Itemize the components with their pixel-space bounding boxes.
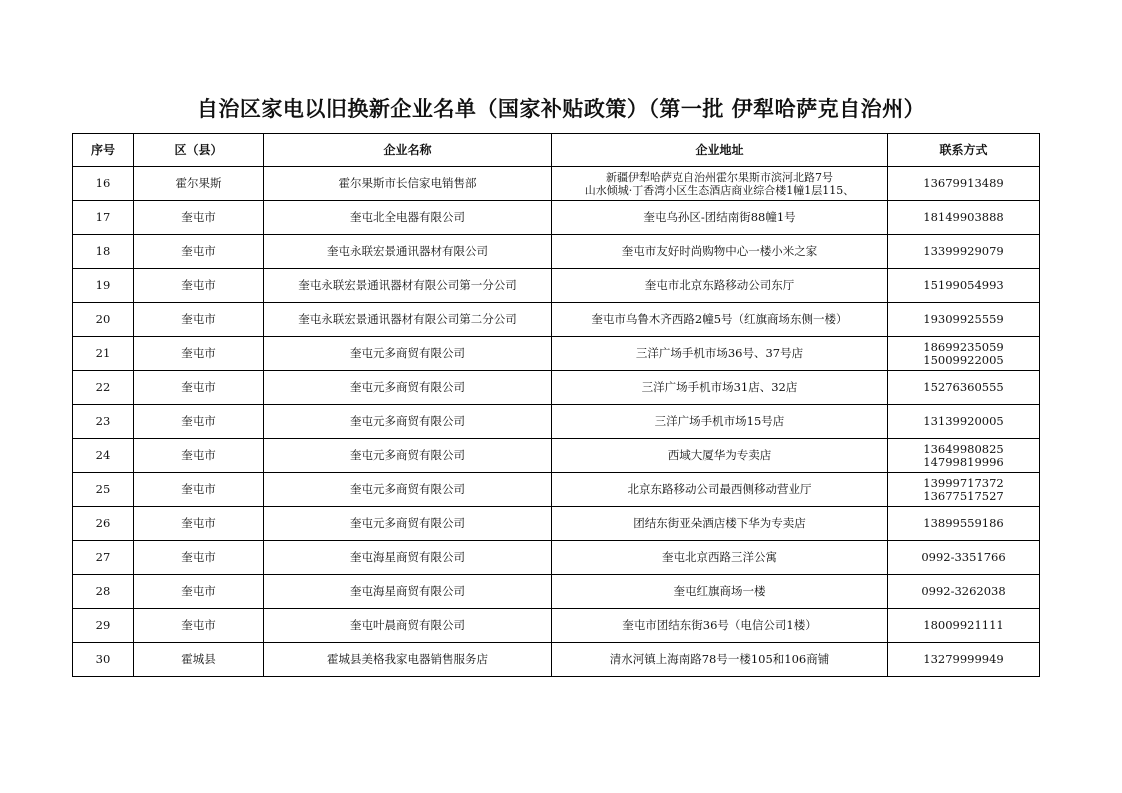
cell-company-name: 奎屯元多商贸有限公司 — [264, 439, 552, 473]
cell-district: 奎屯市 — [134, 303, 264, 337]
address-line: 奎屯市友好时尚购物中心一楼小米之家 — [621, 244, 818, 258]
cell-contact — [888, 575, 1040, 609]
address-line: 山水倾城·丁香湾小区生态酒店商业综合楼1幢1层115、 — [584, 183, 855, 197]
contact-line: 0992-3262038 — [921, 584, 1006, 598]
table-header-row — [73, 134, 1040, 167]
cell-company-name: 奎屯北全电器有限公司 — [264, 201, 552, 235]
address-line: 三洋广场手机市场15号店 — [654, 414, 785, 428]
address-line: 奎屯市团结东街36号（电信公司1楼） — [622, 618, 817, 632]
cell-district: 奎屯市 — [134, 405, 264, 439]
cell-company-address — [552, 507, 888, 541]
contact-line: 13139920005 — [923, 414, 1004, 428]
cell-no: 27 — [73, 541, 134, 575]
cell-contact — [888, 473, 1040, 507]
header-company-name: 企业名称 — [264, 134, 552, 167]
table-row — [73, 235, 1040, 269]
cell-company-address — [552, 473, 888, 507]
cell-contact — [888, 439, 1040, 473]
cell-company-address — [552, 269, 888, 303]
contact-line: 13399929079 — [923, 244, 1004, 258]
contact-line: 15276360555 — [923, 380, 1004, 394]
cell-no: 25 — [73, 473, 134, 507]
contact-line: 15009922005 — [923, 352, 1004, 367]
contact-line: 18149903888 — [923, 210, 1004, 224]
address-line: 三洋广场手机市场31店、32店 — [641, 380, 798, 394]
cell-contact — [888, 337, 1040, 371]
cell-company-name: 奎屯元多商贸有限公司 — [264, 507, 552, 541]
header-district: 区（县） — [134, 134, 264, 167]
cell-district: 奎屯市 — [134, 269, 264, 303]
cell-district: 奎屯市 — [134, 575, 264, 609]
cell-company-name: 霍城县美格我家电器销售服务店 — [264, 643, 552, 677]
table-row — [73, 303, 1040, 337]
table-row — [73, 507, 1040, 541]
cell-no: 30 — [73, 643, 134, 677]
cell-company-address — [552, 575, 888, 609]
cell-contact — [888, 201, 1040, 235]
table-row — [73, 575, 1040, 609]
cell-company-address — [552, 167, 888, 201]
contact-line: 18699235059 — [923, 339, 1004, 354]
cell-company-name: 奎屯元多商贸有限公司 — [264, 473, 552, 507]
cell-company-name: 奎屯元多商贸有限公司 — [264, 371, 552, 405]
cell-no: 21 — [73, 337, 134, 371]
address-line: 新疆伊犁哈萨克自治州霍尔果斯市滨河北路7号 — [606, 170, 833, 184]
cell-company-address — [552, 643, 888, 677]
cell-district: 霍城县 — [134, 643, 264, 677]
cell-contact — [888, 167, 1040, 201]
cell-no: 28 — [73, 575, 134, 609]
cell-contact — [888, 609, 1040, 643]
cell-company-name: 霍尔果斯市长信家电销售部 — [264, 167, 552, 201]
contact-line: 19309925559 — [923, 312, 1004, 326]
cell-company-name: 奎屯元多商贸有限公司 — [264, 337, 552, 371]
cell-district: 奎屯市 — [134, 541, 264, 575]
cell-no: 26 — [73, 507, 134, 541]
table-row — [73, 643, 1040, 677]
cell-company-address — [552, 371, 888, 405]
header-contact: 联系方式 — [888, 134, 1040, 167]
cell-district: 奎屯市 — [134, 439, 264, 473]
address-line: 团结东街亚朵酒店楼下华为专卖店 — [633, 516, 806, 530]
cell-district: 奎屯市 — [134, 507, 264, 541]
cell-contact — [888, 405, 1040, 439]
address-line: 三洋广场手机市场36号、37号店 — [635, 346, 804, 360]
header-company-address: 企业地址 — [552, 134, 888, 167]
cell-company-address — [552, 303, 888, 337]
address-line: 西域大厦华为专卖店 — [667, 448, 772, 462]
address-line: 清水河镇上海南路78号一楼105和106商铺 — [609, 652, 830, 666]
cell-contact — [888, 303, 1040, 337]
table-row — [73, 405, 1040, 439]
table-row — [73, 167, 1040, 201]
table-row — [73, 439, 1040, 473]
cell-contact — [888, 371, 1040, 405]
cell-company-address — [552, 609, 888, 643]
cell-company-address — [552, 235, 888, 269]
contact-line: 13677517527 — [923, 488, 1004, 503]
cell-no: 20 — [73, 303, 134, 337]
cell-district: 奎屯市 — [134, 609, 264, 643]
contact-line: 0992-3351766 — [921, 550, 1006, 564]
header-no: 序号 — [73, 134, 134, 167]
cell-contact — [888, 235, 1040, 269]
table-row — [73, 269, 1040, 303]
cell-no: 17 — [73, 201, 134, 235]
contact-line: 13999717372 — [923, 475, 1004, 490]
cell-district: 奎屯市 — [134, 201, 264, 235]
cell-district: 奎屯市 — [134, 337, 264, 371]
address-line: 奎屯市乌鲁木齐西路2幢5号（红旗商场东侧一楼） — [591, 312, 848, 326]
cell-district: 奎屯市 — [134, 235, 264, 269]
table-row — [73, 609, 1040, 643]
cell-contact — [888, 269, 1040, 303]
table-row — [73, 201, 1040, 235]
address-line: 奎屯红旗商场一楼 — [673, 584, 766, 598]
cell-company-address — [552, 201, 888, 235]
table-body — [73, 167, 1040, 677]
cell-company-address — [552, 405, 888, 439]
cell-company-name: 奎屯永联宏景通讯器材有限公司第二分公司 — [264, 303, 552, 337]
cell-company-name: 奎屯永联宏景通讯器材有限公司第一分公司 — [264, 269, 552, 303]
cell-contact — [888, 643, 1040, 677]
cell-company-address — [552, 541, 888, 575]
cell-district: 霍尔果斯 — [134, 167, 264, 201]
cell-company-name: 奎屯海星商贸有限公司 — [264, 575, 552, 609]
cell-no: 16 — [73, 167, 134, 201]
cell-company-name: 奎屯叶晨商贸有限公司 — [264, 609, 552, 643]
table-row — [73, 541, 1040, 575]
contact-line: 13649980825 — [923, 441, 1004, 456]
address-line: 奎屯市北京东路移动公司东厅 — [644, 278, 795, 292]
cell-no: 19 — [73, 269, 134, 303]
cell-no: 23 — [73, 405, 134, 439]
cell-company-address — [552, 439, 888, 473]
cell-company-address — [552, 337, 888, 371]
cell-no: 24 — [73, 439, 134, 473]
address-line: 奎屯北京西路三洋公寓 — [662, 550, 777, 564]
table-row — [73, 337, 1040, 371]
cell-company-name: 奎屯元多商贸有限公司 — [264, 405, 552, 439]
cell-company-name: 奎屯海星商贸有限公司 — [264, 541, 552, 575]
contact-line: 14799819996 — [923, 454, 1004, 469]
table-row — [73, 371, 1040, 405]
enterprise-table — [72, 133, 1040, 677]
contact-line: 13679913489 — [923, 176, 1004, 190]
contact-line: 13279999949 — [923, 652, 1004, 666]
contact-line: 13899559186 — [923, 516, 1004, 530]
cell-contact — [888, 507, 1040, 541]
cell-contact — [888, 541, 1040, 575]
cell-no: 18 — [73, 235, 134, 269]
cell-district: 奎屯市 — [134, 371, 264, 405]
page-title: 自治区家电以旧换新企业名单（国家补贴政策）（第一批 伊犁哈萨克自治州） — [196, 97, 926, 121]
contact-line: 18009921111 — [923, 618, 1004, 632]
cell-district: 奎屯市 — [134, 473, 264, 507]
cell-no: 29 — [73, 609, 134, 643]
table-row — [73, 473, 1040, 507]
cell-no: 22 — [73, 371, 134, 405]
address-line: 奎屯乌孙区-团结南街88幢1号 — [643, 210, 796, 224]
cell-company-name: 奎屯永联宏景通讯器材有限公司 — [264, 235, 552, 269]
address-line: 北京东路移动公司最西侧移动营业厅 — [627, 482, 812, 496]
contact-line: 15199054993 — [923, 278, 1004, 292]
